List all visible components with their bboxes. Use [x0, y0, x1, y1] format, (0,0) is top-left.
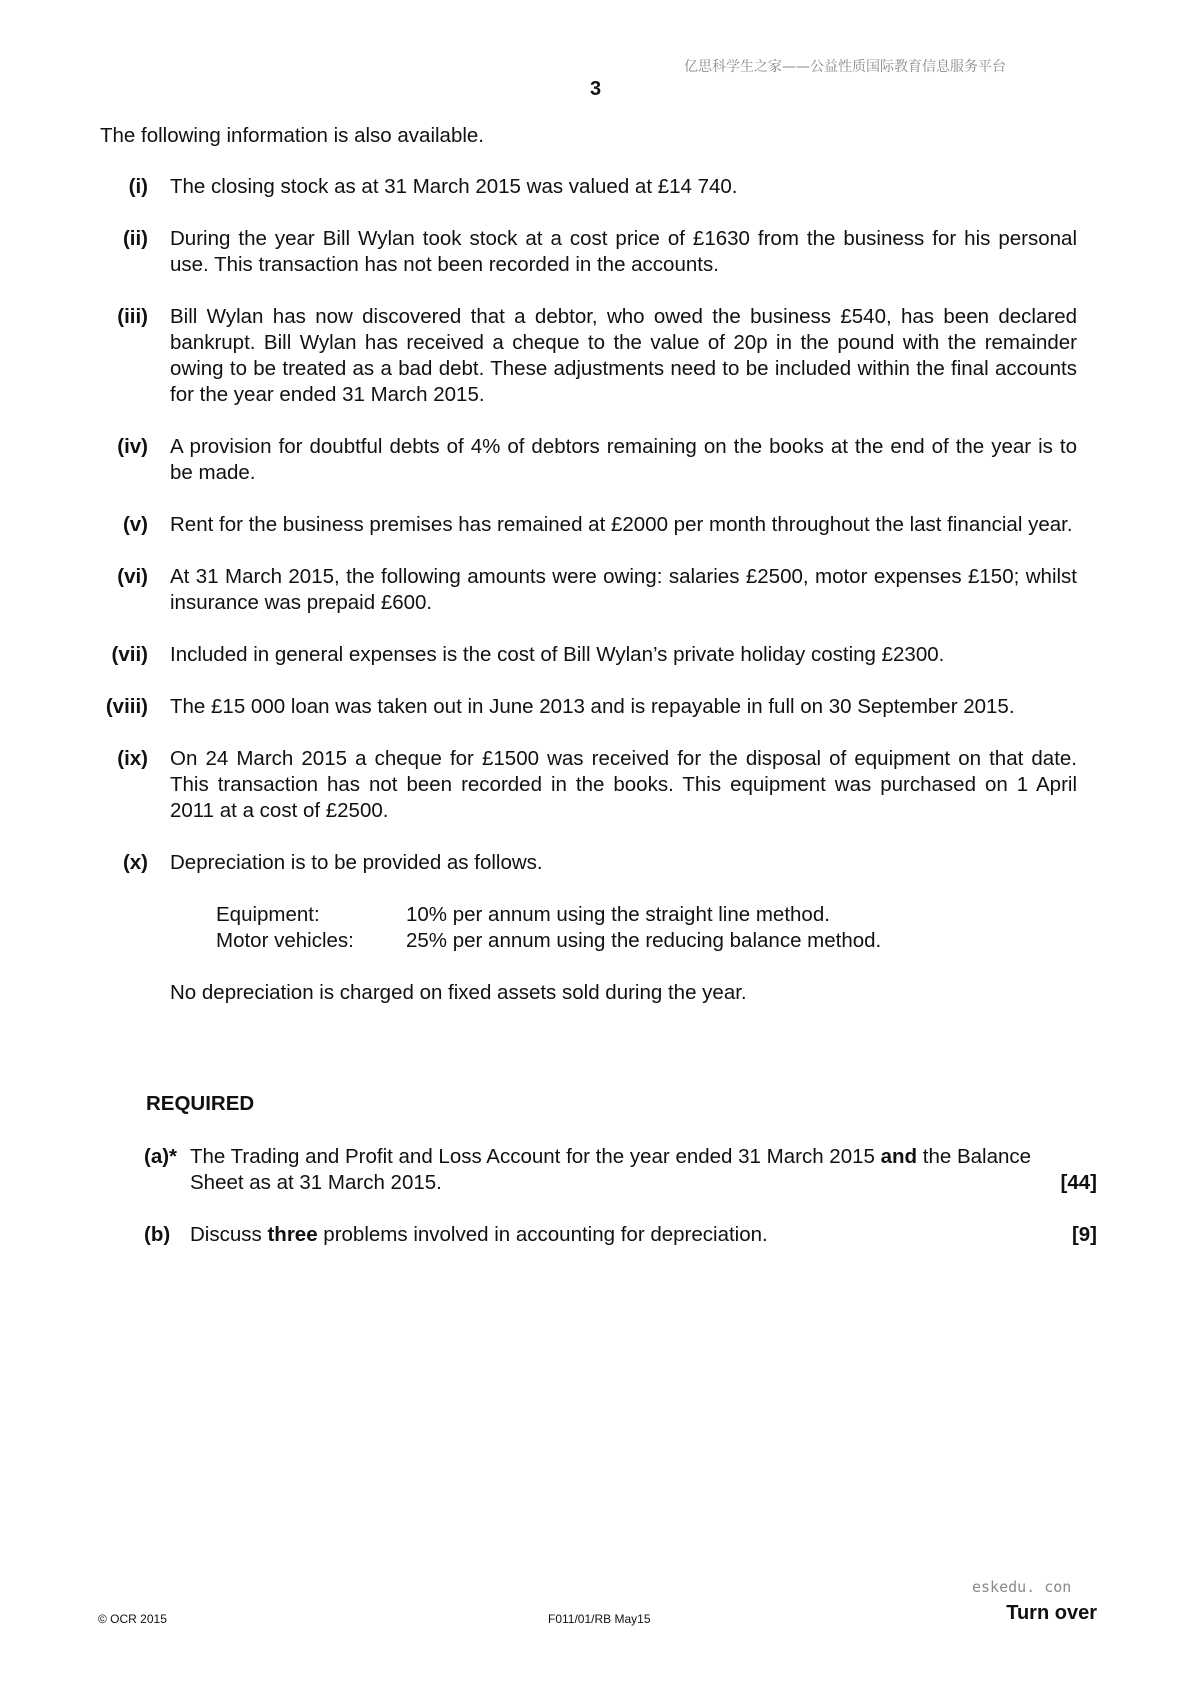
question-text-emphasis: and	[880, 1145, 918, 1168]
item-text: On 24 March 2015 a cheque for £1500 was received for the disposal of equipment on that date. This transaction has not been recorded in the books. This equipment was purchased on 1 April 2011 at a cost of £2500.	[170, 747, 1077, 822]
list-item	[0, 642, 1191, 668]
question-number: (a)*	[144, 1145, 178, 1168]
question-text-part: Discuss	[190, 1223, 268, 1246]
list-item	[0, 850, 1191, 1006]
question-text-part: the Balance	[917, 1145, 1032, 1168]
information-list	[0, 174, 1191, 1032]
depreciation-row	[170, 928, 1077, 954]
list-item	[0, 746, 1191, 824]
item-number: (vii)	[111, 643, 148, 666]
question-marks: [9]	[1071, 1223, 1097, 1246]
item-number: (ii)	[122, 227, 148, 250]
item-text: During the year Bill Wylan took stock at a cost price of £1630 from the business for his personal use. This transaction has not been recorded in the accounts.	[170, 227, 1077, 276]
item-text: A provision for doubtful debts of 4% of debtors remaining on the books at the end of the year is to be made.	[170, 435, 1077, 484]
list-item	[0, 434, 1191, 486]
footer-code: F011/01/RB May15	[548, 1612, 651, 1626]
question-text	[190, 1144, 1097, 1196]
page-number: 3	[589, 78, 602, 100]
list-item	[0, 226, 1191, 278]
header-watermark: 亿思科学生之家——公益性质国际教育信息服务平台	[684, 59, 1006, 75]
item-number: (iii)	[117, 305, 148, 328]
item-number: (vi)	[117, 565, 148, 588]
item-number: (x)	[122, 851, 148, 874]
depreciation-value: 10% per annum using the straight line method.	[406, 903, 830, 926]
question-list	[0, 1144, 1191, 1274]
question-text-emphasis: three	[267, 1223, 318, 1246]
list-item	[0, 174, 1191, 200]
item-text: The £15 000 loan was taken out in June 2013 and is repayable in full on 30 September 2015.	[170, 695, 1015, 718]
footer-watermark: eskedu. con	[972, 1578, 1072, 1596]
item-text: Bill Wylan has now discovered that a debtor, who owed the business £540, has been declared bankrupt. Bill Wylan has received a cheque to the value of 20p in the pound with the remainder owing to be treated as a bad debt. These adjustments need to be included within the final accounts for the year ended 31 March 2015.	[170, 305, 1077, 406]
depreciation-label: Equipment:	[216, 903, 320, 926]
turn-over-label: Turn over	[1006, 1602, 1097, 1624]
item-number: (ix)	[117, 747, 148, 770]
item-number: (v)	[122, 513, 148, 536]
question-a	[0, 1144, 1191, 1196]
question-text-part: Sheet as at 31 March 2015.	[190, 1171, 442, 1194]
question-text	[190, 1222, 1097, 1248]
depreciation-table	[170, 902, 1077, 954]
item-text-block	[170, 850, 1077, 1006]
item-text: Included in general expenses is the cost of Bill Wylan’s private holiday costing £2300.	[170, 643, 945, 666]
item-number: (iv)	[117, 435, 148, 458]
question-text-part: problems involved in accounting for depreciation.	[317, 1223, 768, 1246]
question-text-part: The Trading and Profit and Loss Account for the year ended 31 March 2015	[190, 1145, 881, 1168]
required-heading: REQUIRED	[146, 1092, 255, 1115]
intro-text: The following information is also available.	[100, 124, 485, 147]
question-marks: [44]	[1060, 1171, 1097, 1194]
item-number: (viii)	[105, 695, 148, 718]
footer-copyright: © OCR 2015	[98, 1612, 167, 1626]
list-item	[0, 694, 1191, 720]
list-item	[0, 564, 1191, 616]
depreciation-value: 25% per annum using the reducing balance method.	[406, 929, 882, 952]
list-item	[0, 512, 1191, 538]
item-text: At 31 March 2015, the following amounts were owing: salaries £2500, motor expenses £150; whilst insurance was prepaid £600.	[170, 565, 1077, 614]
depreciation-note: No depreciation is charged on fixed assets sold during the year.	[170, 981, 747, 1004]
depreciation-row	[170, 902, 1077, 928]
question-number: (b)	[144, 1223, 171, 1246]
depreciation-label: Motor vehicles:	[216, 929, 354, 952]
question-b	[0, 1222, 1191, 1248]
item-text: The closing stock as at 31 March 2015 was valued at £14 740.	[170, 175, 738, 198]
item-text: Rent for the business premises has remained at £2000 per month throughout the last financial year.	[170, 513, 1073, 536]
item-text: Depreciation is to be provided as follows.	[170, 851, 543, 874]
item-number: (i)	[128, 175, 148, 198]
list-item	[0, 304, 1191, 408]
